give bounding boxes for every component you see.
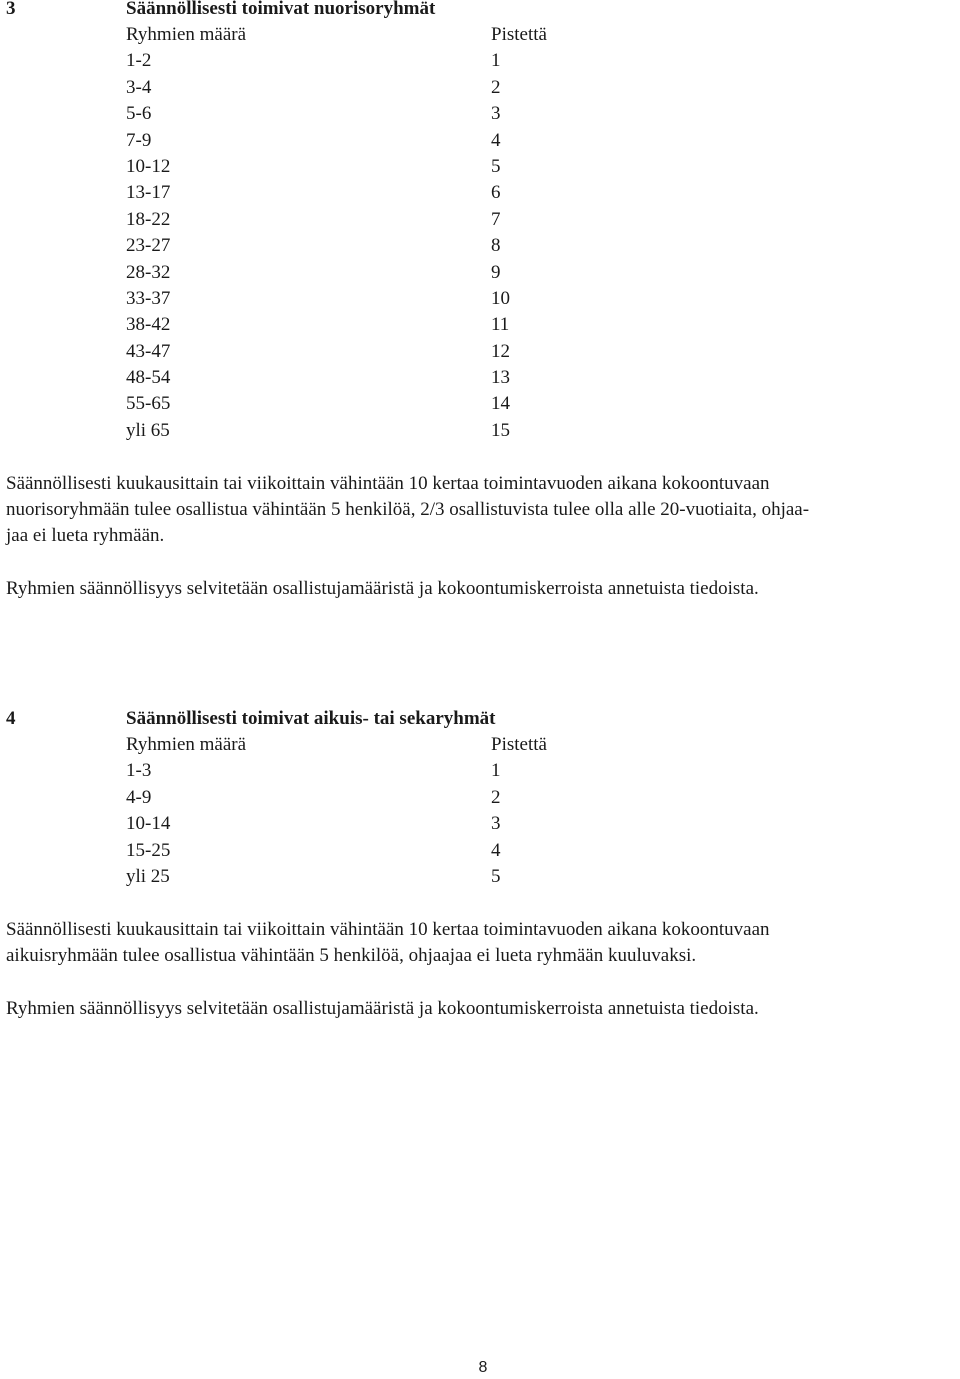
section-title: Säännöllisesti toimivat nuorisoryhmät [126,0,436,19]
group-count-range: 10-12 [126,155,171,177]
table-row [126,154,946,180]
group-count-range: 4-9 [126,786,152,808]
table-row [126,128,946,154]
table-row [126,75,946,101]
points-value: 15 [491,419,510,441]
table-header-row [126,22,946,48]
table-row [126,207,946,233]
page-number: 8 [478,1359,488,1376]
paragraph-line: Säännöllisesti kuukausittain tai viikoittain vähintään 10 kertaa toimintavuoden aikana kokoontuvaan [6,472,770,494]
table-row [126,785,946,811]
group-count-range: 5-6 [126,103,152,125]
column-header-points: Pistettä [491,734,547,755]
group-count-range: yli 25 [126,865,170,887]
points-value: 10 [491,287,510,309]
group-count-range: 28-32 [126,261,171,283]
points-value: 12 [491,340,510,362]
group-count-range: 1-2 [126,50,152,72]
column-header-group-count: Ryhmien määrä [126,24,247,45]
paragraph-line: jaa ei lueta ryhmään. [6,525,165,547]
table-row [126,838,946,864]
group-count-range: 33-37 [126,287,171,309]
points-value: 4 [491,839,501,861]
points-value: 11 [491,314,510,336]
table-header-row [126,732,946,758]
group-count-range: 3-4 [126,76,152,98]
points-value: 8 [491,235,501,257]
points-value: 6 [491,182,501,204]
group-count-range: 55-65 [126,393,171,415]
group-count-range: 1-3 [126,760,152,782]
table-row [126,758,946,784]
verification-paragraph: Ryhmien säännöllisyys selvitetään osallistujamääristä ja kokoontumiskerroista annetuista tiedoista. [6,578,759,600]
table-row [126,339,946,365]
points-value: 14 [491,393,510,415]
paragraph-line: nuorisoryhmään tulee osallistua vähintään 5 henkilöä, 2/3 osallistuvista tulee olla alle 20-vuotiaita, ohjaa- [6,499,810,521]
group-count-range: 18-22 [126,208,171,230]
table-row [126,286,946,312]
section-title: Säännöllisesti toimivat aikuis- tai sekaryhmät [126,708,496,729]
paragraph-line: aikuisryhmään tulee osallistua vähintään 5 henkilöä, ohjaajaa ei lueta ryhmään kuuluvaksi. [6,945,697,967]
points-value: 3 [491,103,501,125]
section-4 [6,706,946,1022]
table-row [126,418,946,444]
section-number: 4 [6,708,16,729]
points-value: 2 [491,76,501,98]
points-table [126,732,946,890]
points-value: 5 [491,155,501,177]
eligibility-paragraph [6,917,946,970]
table-row [126,233,946,259]
table-row [126,864,946,890]
group-count-range: 15-25 [126,839,171,861]
group-count-range: 7-9 [126,129,152,151]
table-row [126,180,946,206]
group-count-range: 10-14 [126,813,171,835]
table-row [126,391,946,417]
points-value: 7 [491,208,501,230]
points-value: 13 [491,367,510,389]
group-count-range: yli 65 [126,419,170,441]
table-row [126,260,946,286]
verification-paragraph: Ryhmien säännöllisyys selvitetään osallistujamääristä ja kokoontumiskerroista annetuista tiedoista. [6,997,759,1019]
section-number: 3 [6,0,16,19]
table-row [126,365,946,391]
points-value: 1 [491,760,501,782]
table-row [126,312,946,338]
points-value: 4 [491,129,501,151]
points-value: 2 [491,786,501,808]
section-3 [6,0,946,603]
group-count-range: 13-17 [126,182,171,204]
group-count-range: 43-47 [126,340,171,362]
column-header-group-count: Ryhmien määrä [126,734,247,755]
group-count-range: 48-54 [126,367,171,389]
paragraph-line: Säännöllisesti kuukausittain tai viikoittain vähintään 10 kertaa toimintavuoden aikana kokoontuvaan [6,918,770,940]
table-row [126,101,946,127]
column-header-points: Pistettä [491,24,547,45]
section-3-heading [6,0,946,22]
points-value: 9 [491,261,501,283]
points-value: 5 [491,865,501,887]
section-4-heading [6,706,946,732]
table-row [126,48,946,74]
points-table [126,22,946,444]
points-value: 3 [491,813,501,835]
points-value: 1 [491,50,501,72]
eligibility-paragraph [6,471,946,550]
group-count-range: 23-27 [126,235,171,257]
table-row [126,811,946,837]
group-count-range: 38-42 [126,314,171,336]
